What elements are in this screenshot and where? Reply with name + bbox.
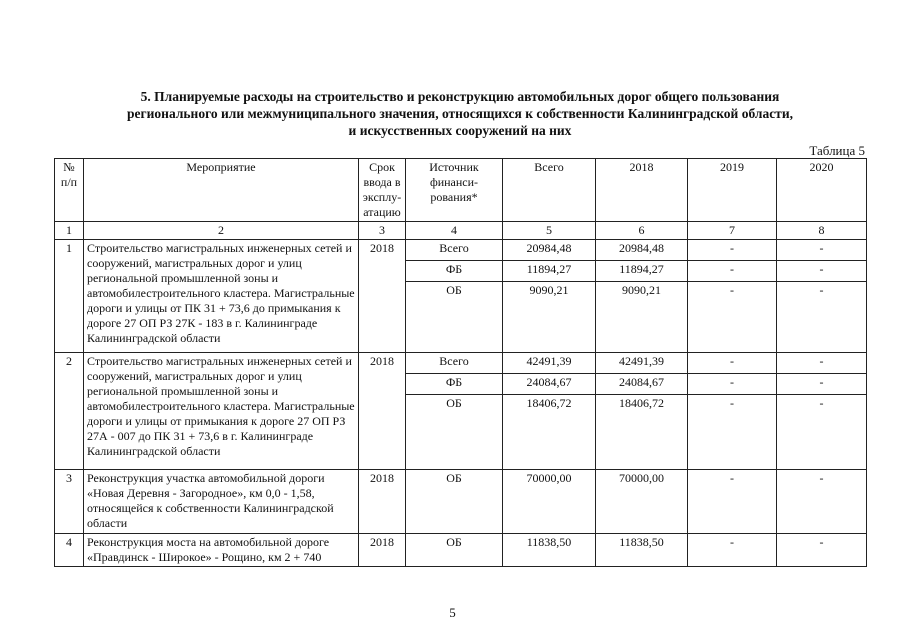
funding-source: Всего: [406, 240, 503, 261]
amount-2019: -: [688, 374, 777, 395]
title-line-1: 5. Планируемые расходы на строительство и реконструкцию автомобильных дорог общего пользования: [140, 89, 780, 104]
header-source: Источник финанси-рования*: [406, 159, 503, 222]
header-2018: 2018: [596, 159, 688, 222]
header-total: Всего: [503, 159, 596, 222]
header-2020: 2020: [777, 159, 867, 222]
amount-2020: -: [777, 374, 867, 395]
col-number: 7: [688, 222, 777, 240]
col-number: 8: [777, 222, 867, 240]
amount-2020: -: [777, 534, 867, 567]
amount-2018: 42491,39: [596, 353, 688, 374]
amount-2018: 11894,27: [596, 261, 688, 282]
amount-total: 24084,67: [503, 374, 596, 395]
funding-source: ФБ: [406, 374, 503, 395]
title-line-3: и искусственных сооружений на них: [348, 123, 572, 138]
commission-term: 2018: [359, 534, 406, 567]
amount-total: 9090,21: [503, 282, 596, 353]
header-num: № п/п: [55, 159, 84, 222]
col-number: 4: [406, 222, 503, 240]
table-row: [55, 240, 867, 261]
col-number: 2: [84, 222, 359, 240]
amount-2020: -: [777, 470, 867, 534]
amount-2019: -: [688, 395, 777, 470]
document-title: [40, 88, 880, 139]
funding-source: ОБ: [406, 470, 503, 534]
row-number: 3: [55, 470, 84, 534]
commission-term: 2018: [359, 470, 406, 534]
amount-2018: 11838,50: [596, 534, 688, 567]
funding-source: ОБ: [406, 395, 503, 470]
col-number: 1: [55, 222, 84, 240]
amount-2020: -: [777, 353, 867, 374]
event-description: Реконструкция моста на автомобильной дороге «Правдинск - Широкое» - Рощино, км 2 + 740: [84, 534, 359, 567]
row-number: 2: [55, 353, 84, 470]
expenses-table: [54, 158, 867, 567]
funding-source: Всего: [406, 353, 503, 374]
amount-2019: -: [688, 534, 777, 567]
event-description: Реконструкция участка автомобильной дороги «Новая Деревня - Загородное», км 0,0 - 1,58, относящейся к собственности Калининградской области: [84, 470, 359, 534]
column-number-row: [55, 222, 867, 240]
row-number: 1: [55, 240, 84, 353]
amount-2020: -: [777, 261, 867, 282]
table-row: [55, 470, 867, 534]
commission-term: 2018: [359, 353, 406, 470]
amount-2018: 20984,48: [596, 240, 688, 261]
event-description: Строительство магистральных инженерных сетей и сооружений, магистральных дорог и улиц региональной промышленной зоны и автомобилестроительного кластера. Магистральные дороги и улицы от примыкания к дороге 27 ОП РЗ 27А - 007 до ПК 31 + 73,6 в г. Калининграде Калининградской области: [84, 353, 359, 470]
amount-2018: 18406,72: [596, 395, 688, 470]
header-event: Мероприятие: [84, 159, 359, 222]
header-row: [55, 159, 867, 222]
amount-2019: -: [688, 282, 777, 353]
title-line-2: регионального или межмуниципального значения, относящихся к собственности Калининградской области,: [127, 106, 793, 121]
amount-total: 70000,00: [503, 470, 596, 534]
table-row: [55, 534, 867, 567]
funding-source: ОБ: [406, 534, 503, 567]
amount-2020: -: [777, 240, 867, 261]
event-description: Строительство магистральных инженерных сетей и сооружений, магистральных дорог и улиц региональной промышленной зоны и автомобилестроительного кластера. Магистральные дороги и улицы от ПК 31 + 73,6 до примыкания к дороге 27 ОП РЗ 27К - 183 в г. Калининграде Калининградской области: [84, 240, 359, 353]
col-number: 3: [359, 222, 406, 240]
amount-2019: -: [688, 353, 777, 374]
amount-total: 11838,50: [503, 534, 596, 567]
header-2019: 2019: [688, 159, 777, 222]
amount-2019: -: [688, 240, 777, 261]
amount-2019: -: [688, 470, 777, 534]
funding-source: ФБ: [406, 261, 503, 282]
amount-2019: -: [688, 261, 777, 282]
amount-total: 18406,72: [503, 395, 596, 470]
row-number: 4: [55, 534, 84, 567]
amount-2018: 24084,67: [596, 374, 688, 395]
amount-total: 20984,48: [503, 240, 596, 261]
amount-2018: 70000,00: [596, 470, 688, 534]
col-number: 6: [596, 222, 688, 240]
funding-source: ОБ: [406, 282, 503, 353]
table-label: Таблица 5: [809, 143, 865, 158]
amount-total: 11894,27: [503, 261, 596, 282]
page-number: 5: [449, 605, 456, 620]
amount-total: 42491,39: [503, 353, 596, 374]
commission-term: 2018: [359, 240, 406, 353]
amount-2018: 9090,21: [596, 282, 688, 353]
col-number: 5: [503, 222, 596, 240]
amount-2020: -: [777, 282, 867, 353]
header-term: Срок ввода в эксплу-атацию: [359, 159, 406, 222]
amount-2020: -: [777, 395, 867, 470]
table-row: [55, 353, 867, 374]
